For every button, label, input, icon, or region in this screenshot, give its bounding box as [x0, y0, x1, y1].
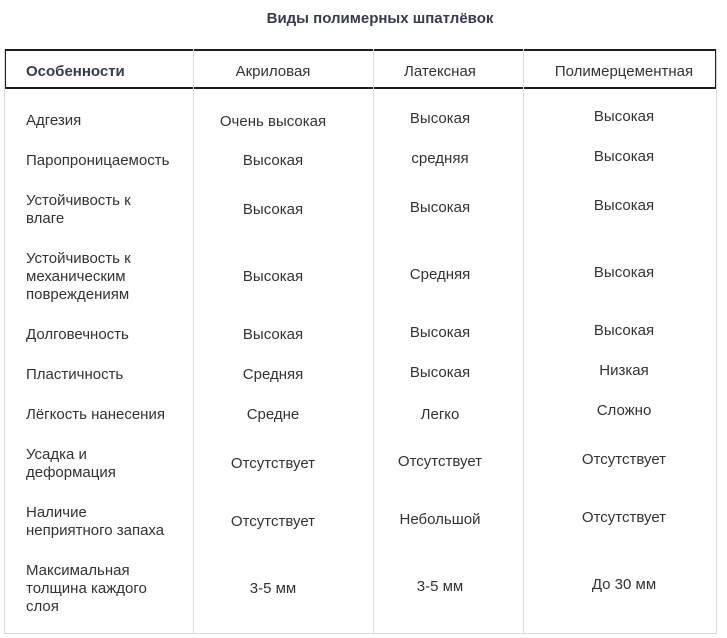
- row-feature: Пластичность: [26, 366, 124, 383]
- row-polymer-cement-value: Высокая: [593, 108, 655, 125]
- row-polymer-cement-value: Высокая: [593, 264, 655, 281]
- row-polymer-cement-value: Сложно: [596, 402, 652, 419]
- row-acrylic-value: Высокая: [242, 268, 304, 285]
- header-polymer-cement: Полимерцементная: [554, 63, 694, 80]
- row-latex-value: Высокая: [409, 324, 471, 341]
- table-border-right: [716, 49, 717, 634]
- row-latex-value: 3-5 мм: [416, 578, 464, 595]
- row-polymer-cement-value: Высокая: [593, 197, 655, 214]
- row-acrylic-value: Средне: [246, 406, 300, 423]
- header-features: Особенности: [26, 63, 125, 80]
- page-title: Виды полимерных шпатлёвок: [266, 10, 494, 27]
- row-feature: Устойчивость к влаге: [26, 192, 131, 227]
- row-feature: Лёгкость нанесения: [26, 406, 165, 423]
- row-polymer-cement-value: Отсутствует: [581, 451, 667, 468]
- row-polymer-cement-value: Высокая: [593, 322, 655, 339]
- row-acrylic-value: Очень высокая: [219, 113, 327, 130]
- row-latex-value: Легко: [420, 406, 460, 423]
- row-feature: Долговечность: [26, 326, 129, 343]
- row-acrylic-value: Средняя: [242, 366, 304, 383]
- column-divider: [193, 49, 194, 634]
- row-polymer-cement-value: Отсутствует: [581, 509, 667, 526]
- table-border-bottom: [4, 633, 717, 634]
- row-feature: Паропроницаемость: [26, 152, 170, 169]
- row-latex-value: средняя: [411, 150, 469, 167]
- row-latex-value: Высокая: [409, 110, 471, 127]
- row-acrylic-value: Отсутствует: [230, 455, 316, 472]
- row-feature: Устойчивость к механическим повреждениям: [26, 250, 131, 303]
- row-latex-value: Высокая: [409, 199, 471, 216]
- row-latex-value: Средняя: [409, 266, 471, 283]
- row-polymer-cement-value: Высокая: [593, 148, 655, 165]
- row-acrylic-value: 3-5 мм: [249, 580, 297, 597]
- column-divider: [373, 49, 374, 634]
- row-polymer-cement-value: До 30 мм: [591, 576, 657, 593]
- row-acrylic-value: Высокая: [242, 201, 304, 218]
- row-polymer-cement-value: Низкая: [599, 362, 649, 379]
- column-divider: [523, 49, 524, 634]
- row-acrylic-value: Отсутствует: [230, 513, 316, 530]
- row-acrylic-value: Высокая: [242, 326, 304, 343]
- row-feature: Наличие неприятного запаха: [26, 504, 165, 539]
- row-latex-value: Высокая: [409, 364, 471, 381]
- row-feature: Максимальная толщина каждого слоя: [26, 562, 147, 615]
- table-border-left: [4, 49, 5, 634]
- header-latex: Латексная: [404, 63, 476, 80]
- row-feature: Усадка и деформация: [26, 446, 116, 481]
- row-latex-value: Небольшой: [399, 511, 481, 528]
- row-latex-value: Отсутствует: [397, 453, 483, 470]
- row-acrylic-value: Высокая: [242, 152, 304, 169]
- header-acrylic: Акриловая: [235, 63, 311, 80]
- row-feature: Адгезия: [26, 112, 82, 129]
